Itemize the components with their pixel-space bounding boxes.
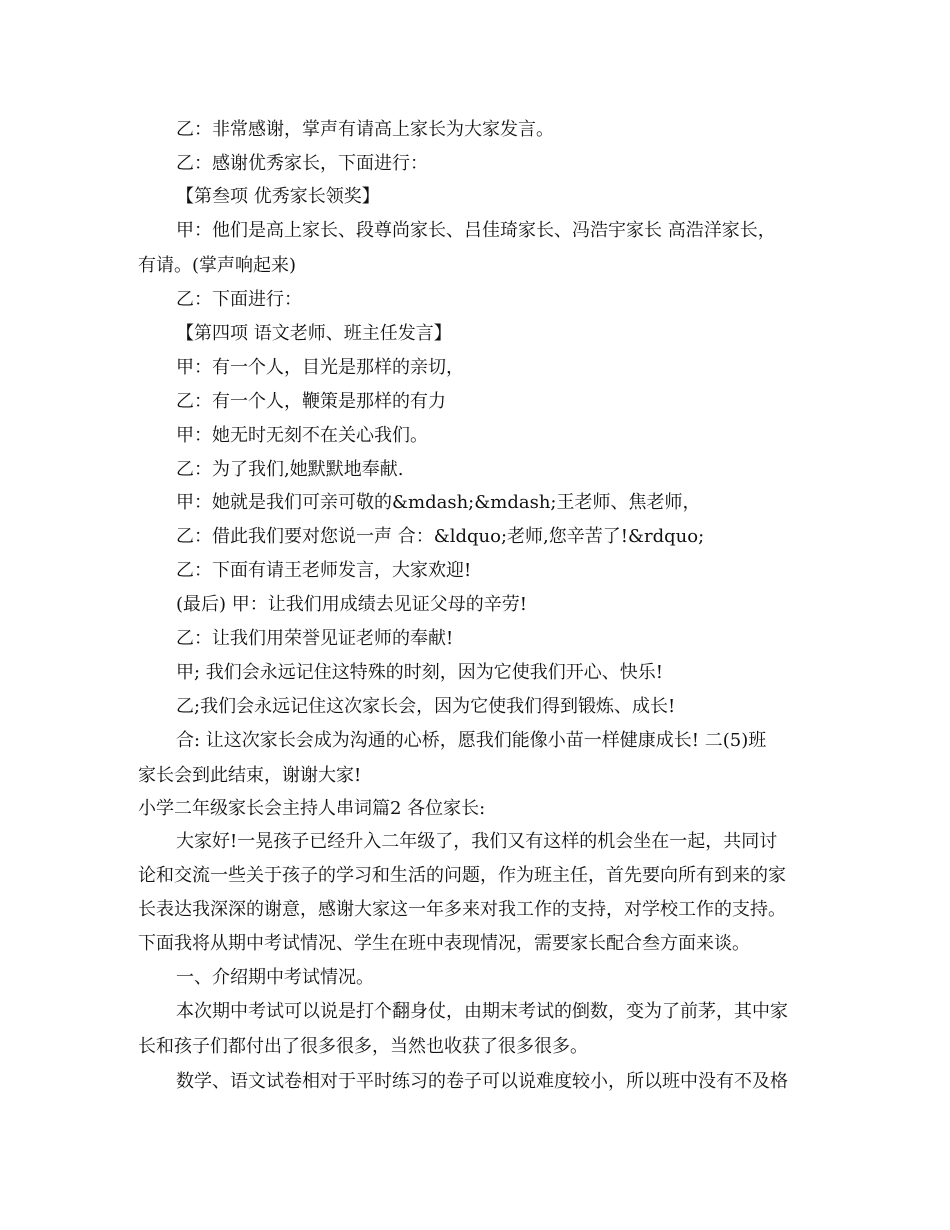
text-line: 一、介绍期中考试情况。 [176,967,374,988]
text-line: 有请。(掌声响起来) [138,255,297,276]
article-title: 小学二年级家长会主持人串词篇2 各位家长: [138,798,486,819]
text-line: 家长会到此结束，谢谢大家! [138,765,362,786]
text-line: 甲：她就是我们可亲可敬的&mdash;&mdash;王老师、焦老师， [176,492,701,513]
text-line: (最后) 甲：让我们用成绩去见证父母的辛劳! [176,594,527,615]
text-line: 本次期中考试可以说是打个翻身仗，由期末考试的倒数，变为了前茅，其中家 [176,1001,788,1022]
text-line: 大家好!一晃孩子已经升入二年级了，我们又有这样的机会坐在一起，共同讨 [176,831,778,852]
text-line: 甲：有一个人，目光是那样的亲切， [176,357,464,378]
text-line: 乙：有一个人，鞭策是那样的有力 [176,391,446,412]
text-line: 乙：借此我们要对您说一声 合：&ldquo;老师,您辛苦了!&rdquo; [176,526,705,547]
text-line: 合: 让这次家长会成为沟通的心桥，愿我们能像小苗一样健康成长! 二(5)班 [176,730,767,751]
text-line: 乙：感谢优秀家长，下面进行： [176,153,428,174]
text-line: 甲：他们是高上家长、段尊尚家长、吕佳琦家长、冯浩宇家长 高浩洋家长， [176,220,776,241]
text-line: 数学、语文试卷相对于平时练习的卷子可以说难度较小，所以班中没有不及格 [176,1071,788,1092]
text-line: 乙：为了我们,她默默地奉献. [176,459,404,480]
text-line: 长表达我深深的谢意，感谢大家这一年多来对我工作的支持，对学校工作的支持。 [138,899,786,920]
text-line: 论和交流一些关于孩子的学习和生活的问题，作为班主任，首先要向所有到来的家 [138,865,786,886]
text-line: 乙：让我们用荣誉见证老师的奉献! [176,628,454,649]
text-line: 乙：非常感谢，掌声有请高上家长为大家发言。 [176,119,554,140]
text-line: 乙：下面进行： [176,289,302,310]
section-heading: 【第叁项 优秀家长领奖】 [176,186,380,207]
section-heading: 【第四项 语文老师、班主任发言】 [176,323,452,344]
text-line: 下面我将从期中考试情况、学生在班中表现情况，需要家长配合叁方面来谈。 [138,933,750,954]
text-line: 乙：下面有请王老师发言，大家欢迎! [176,560,472,581]
text-line: 甲：她无时无刻不在关心我们。 [176,425,428,446]
text-line: 乙;我们会永远记住这次家长会，因为它使我们得到锻炼、成长! [176,696,676,717]
text-line: 长和孩子们都付出了很多很多，当然也收获了很多很多。 [138,1036,588,1057]
text-line: 甲; 我们会永远记住这特殊的时刻，因为它使我们开心、快乐! [176,662,664,683]
